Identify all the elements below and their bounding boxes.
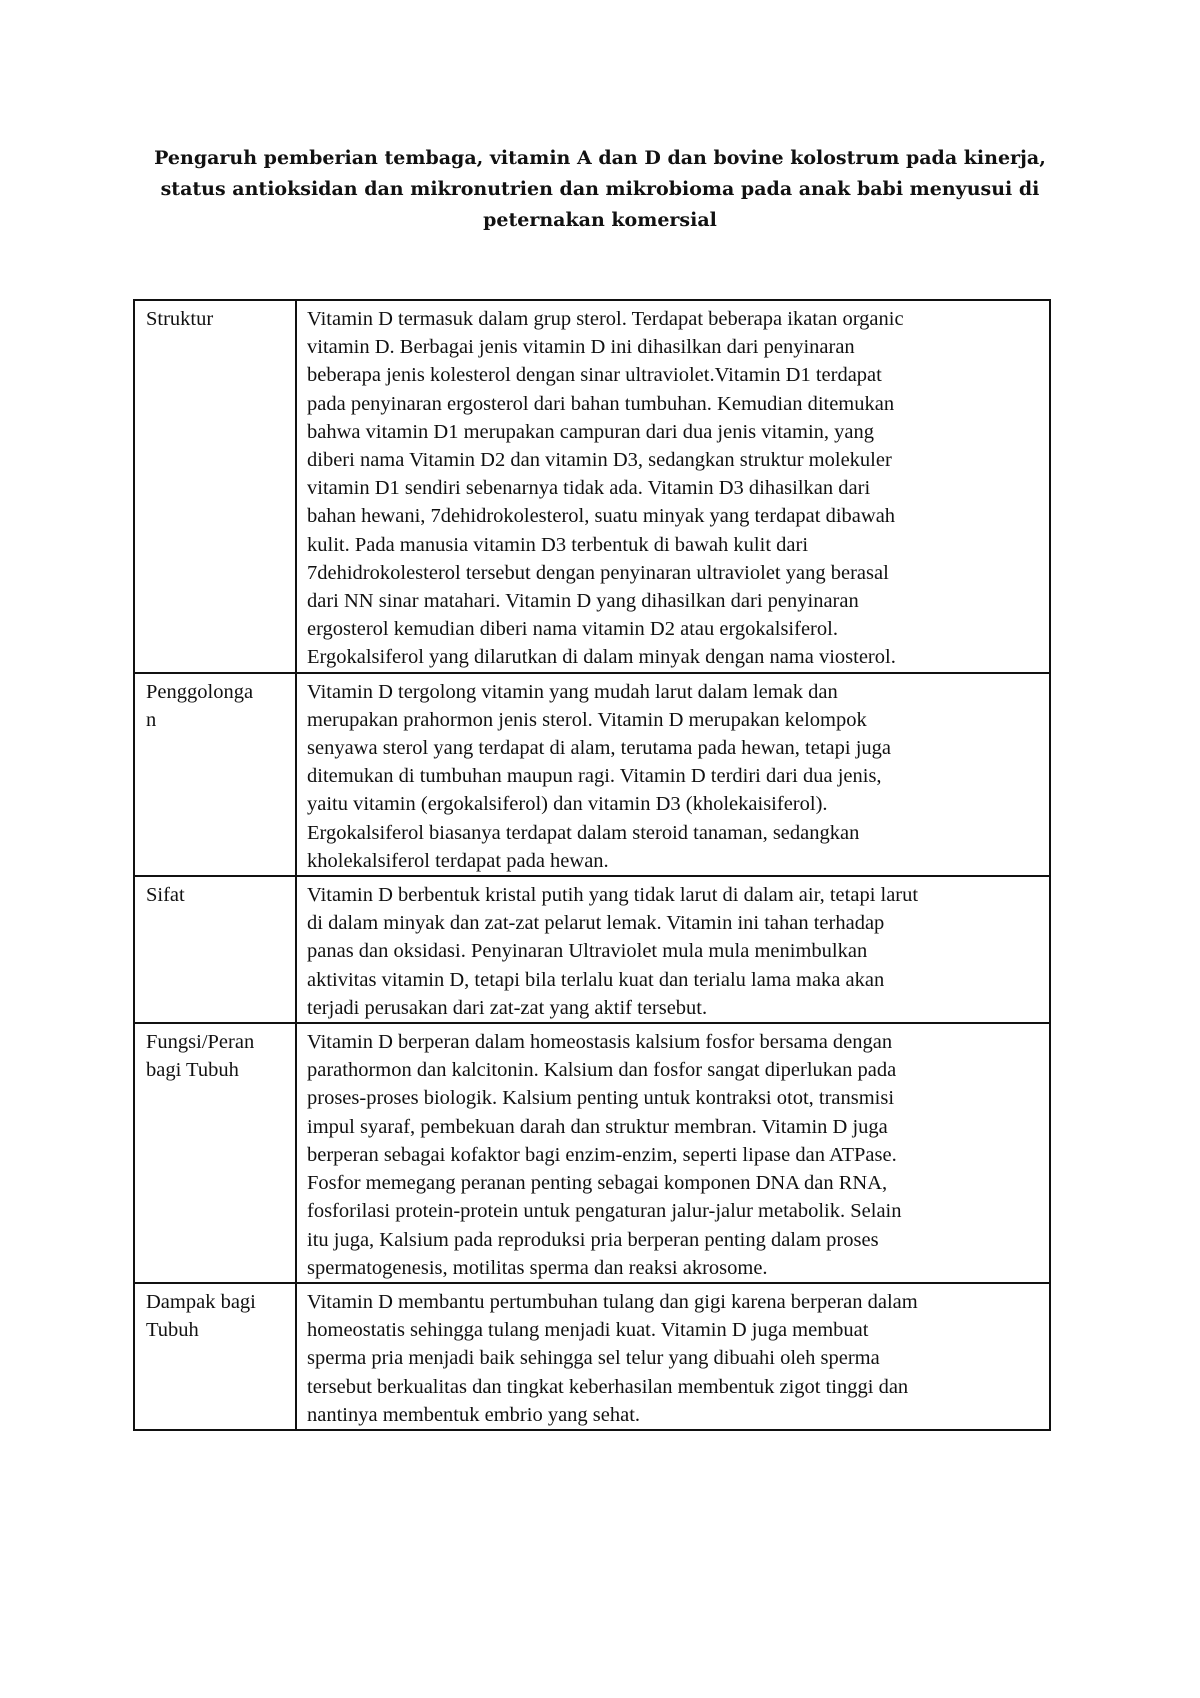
row-content-line: sperma pria menjadi baik sehingga sel telur yang dibuahi oleh sperma (307, 1347, 880, 1370)
row-content-line: beberapa jenis kolesterol dengan sinar ultraviolet.Vitamin D1 terdapat (307, 364, 882, 387)
row-label-line: Struktur (146, 308, 214, 330)
row-content-cell (296, 1283, 1050, 1430)
document-title-line: peternakan komersial (483, 209, 717, 231)
row-label-line: Fungsi/Peran (146, 1031, 255, 1054)
row-content-line: diberi nama Vitamin D2 dan vitamin D3, sedangkan struktur molekuler (307, 449, 892, 472)
row-content-line: pada penyinaran ergosterol dari bahan tumbuhan. Kemudian ditemukan (307, 392, 895, 415)
row-content-cell (296, 300, 1050, 673)
row-content-line: aktivitas vitamin D, tetapi bila terlalu kuat dan terialu lama maka akan (307, 968, 885, 991)
row-content-line: kulit. Pada manusia vitamin D3 terbentuk di bawah kulit dari (307, 533, 809, 556)
row-content-line: homeostatis sehingga tulang menjadi kuat. Vitamin D juga membuat (307, 1319, 869, 1342)
table-row (134, 1283, 1050, 1430)
row-label-line: Sifat (146, 884, 185, 907)
row-label-cell (134, 673, 296, 876)
row-content-cell (296, 1023, 1050, 1283)
row-label-cell (134, 300, 296, 673)
row-content-line: Fosfor memegang peranan penting sebagai komponen DNA dan RNA, (307, 1172, 888, 1195)
row-content-line: merupakan prahormon jenis sterol. Vitamin D merupakan kelompok (307, 708, 867, 731)
document-title-line: status antioksidan dan mikronutrien dan mikrobioma pada anak babi menyusui di (160, 178, 1040, 200)
row-label-line: bagi Tubuh (146, 1059, 239, 1082)
row-content-line: berperan sebagai kofaktor bagi enzim-enzim, seperti lipase dan ATPase. (307, 1143, 897, 1166)
row-content-line: spermatogenesis, motilitas sperma dan reaksi akrosome. (307, 1256, 768, 1279)
row-content-line: Ergokalsiferol biasanya terdapat dalam steroid tanaman, sedangkan (307, 821, 860, 844)
row-content-cell (296, 876, 1050, 1023)
row-content-line: parathormon dan kalcitonin. Kalsium dan fosfor sangat diperlukan pada (307, 1059, 897, 1082)
table-row (134, 876, 1050, 1023)
table-body (134, 300, 1050, 1430)
row-content-line: terjadi perusakan dari zat-zat yang aktif tersebut. (307, 996, 708, 1019)
row-content-line: vitamin D. Berbagai jenis vitamin D ini dihasilkan dari penyinaran (307, 336, 855, 359)
document-title (150, 143, 1050, 236)
document-title-line: Pengaruh pemberian tembaga, vitamin A dan D dan bovine kolostrum pada kinerja, (154, 147, 1046, 169)
row-label-line: Penggolonga (146, 680, 254, 703)
row-content-cell (296, 673, 1050, 876)
row-label-line: n (146, 708, 157, 731)
row-content-line: Vitamin D berbentuk kristal putih yang tidak larut di dalam air, tetapi larut (307, 884, 919, 907)
row-content-line: Vitamin D tergolong vitamin yang mudah larut dalam lemak dan (307, 680, 838, 703)
row-content-line: ergosterol kemudian diberi nama vitamin D2 atau ergokalsiferol. (307, 618, 838, 641)
row-content-line: 7dehidrokolesterol tersebut dengan penyinaran ultraviolet yang berasal (307, 561, 889, 584)
row-label-line: Tubuh (146, 1319, 199, 1342)
row-content-line: ditemukan di tumbuhan maupun ragi. Vitamin D terdiri dari dua jenis, (307, 765, 882, 788)
row-content-line: yaitu vitamin (ergokalsiferol) dan vitamin D3 (kholekaisiferol). (307, 793, 828, 816)
row-content-line: kholekalsiferol terdapat pada hewan. (307, 849, 609, 872)
row-content-line: Ergokalsiferol yang dilarutkan di dalam minyak dengan nama viosterol. (307, 646, 896, 669)
row-content-line: Vitamin D berperan dalam homeostasis kalsium fosfor bersama dengan (307, 1031, 893, 1054)
row-content-line: dari NN sinar matahari. Vitamin D yang dihasilkan dari penyinaran (307, 590, 859, 613)
row-content-line: vitamin D1 sendiri sebenarnya tidak ada. Vitamin D3 dihasilkan dari (307, 477, 871, 500)
row-content-line: senyawa sterol yang terdapat di alam, terutama pada hewan, tetapi juga (307, 737, 892, 760)
vitamin-d-info-table (133, 299, 1051, 1431)
row-label-cell (134, 1283, 296, 1430)
row-content-line: di dalam minyak dan zat-zat pelarut lemak. Vitamin ini tahan terhadap (307, 912, 885, 935)
row-content-line: panas dan oksidasi. Penyinaran Ultraviolet mula mula menimbulkan (307, 940, 868, 963)
row-content-line: fosforilasi protein-protein untuk pengaturan jalur-jalur metabolik. Selain (307, 1200, 902, 1223)
row-content-line: itu juga, Kalsium pada reproduksi pria berperan penting dalam proses (307, 1228, 879, 1251)
row-content-line: bahwa vitamin D1 merupakan campuran dari dua jenis vitamin, yang (307, 420, 874, 443)
table-row (134, 1023, 1050, 1283)
row-content-line: Vitamin D termasuk dalam grup sterol. Terdapat beberapa ikatan organic (307, 308, 904, 330)
row-label-cell (134, 876, 296, 1023)
row-content-line: Vitamin D membantu pertumbuhan tulang dan gigi karena berperan dalam (307, 1290, 918, 1313)
row-content-line: impul syaraf, pembekuan darah dan struktur membran. Vitamin D juga (307, 1115, 888, 1138)
row-content-line: bahan hewani, 7dehidrokolesterol, suatu minyak yang terdapat dibawah (307, 505, 896, 528)
row-content-line: proses-proses biologik. Kalsium penting untuk kontraksi otot, transmisi (307, 1087, 895, 1110)
row-content-line: nantinya membentuk embrio yang sehat. (307, 1403, 641, 1426)
row-content-line: tersebut berkualitas dan tingkat keberhasilan membentuk zigot tinggi dan (307, 1375, 909, 1398)
row-label-cell (134, 1023, 296, 1283)
table-row (134, 300, 1050, 673)
table-row (134, 673, 1050, 876)
row-label-line: Dampak bagi (146, 1290, 256, 1313)
